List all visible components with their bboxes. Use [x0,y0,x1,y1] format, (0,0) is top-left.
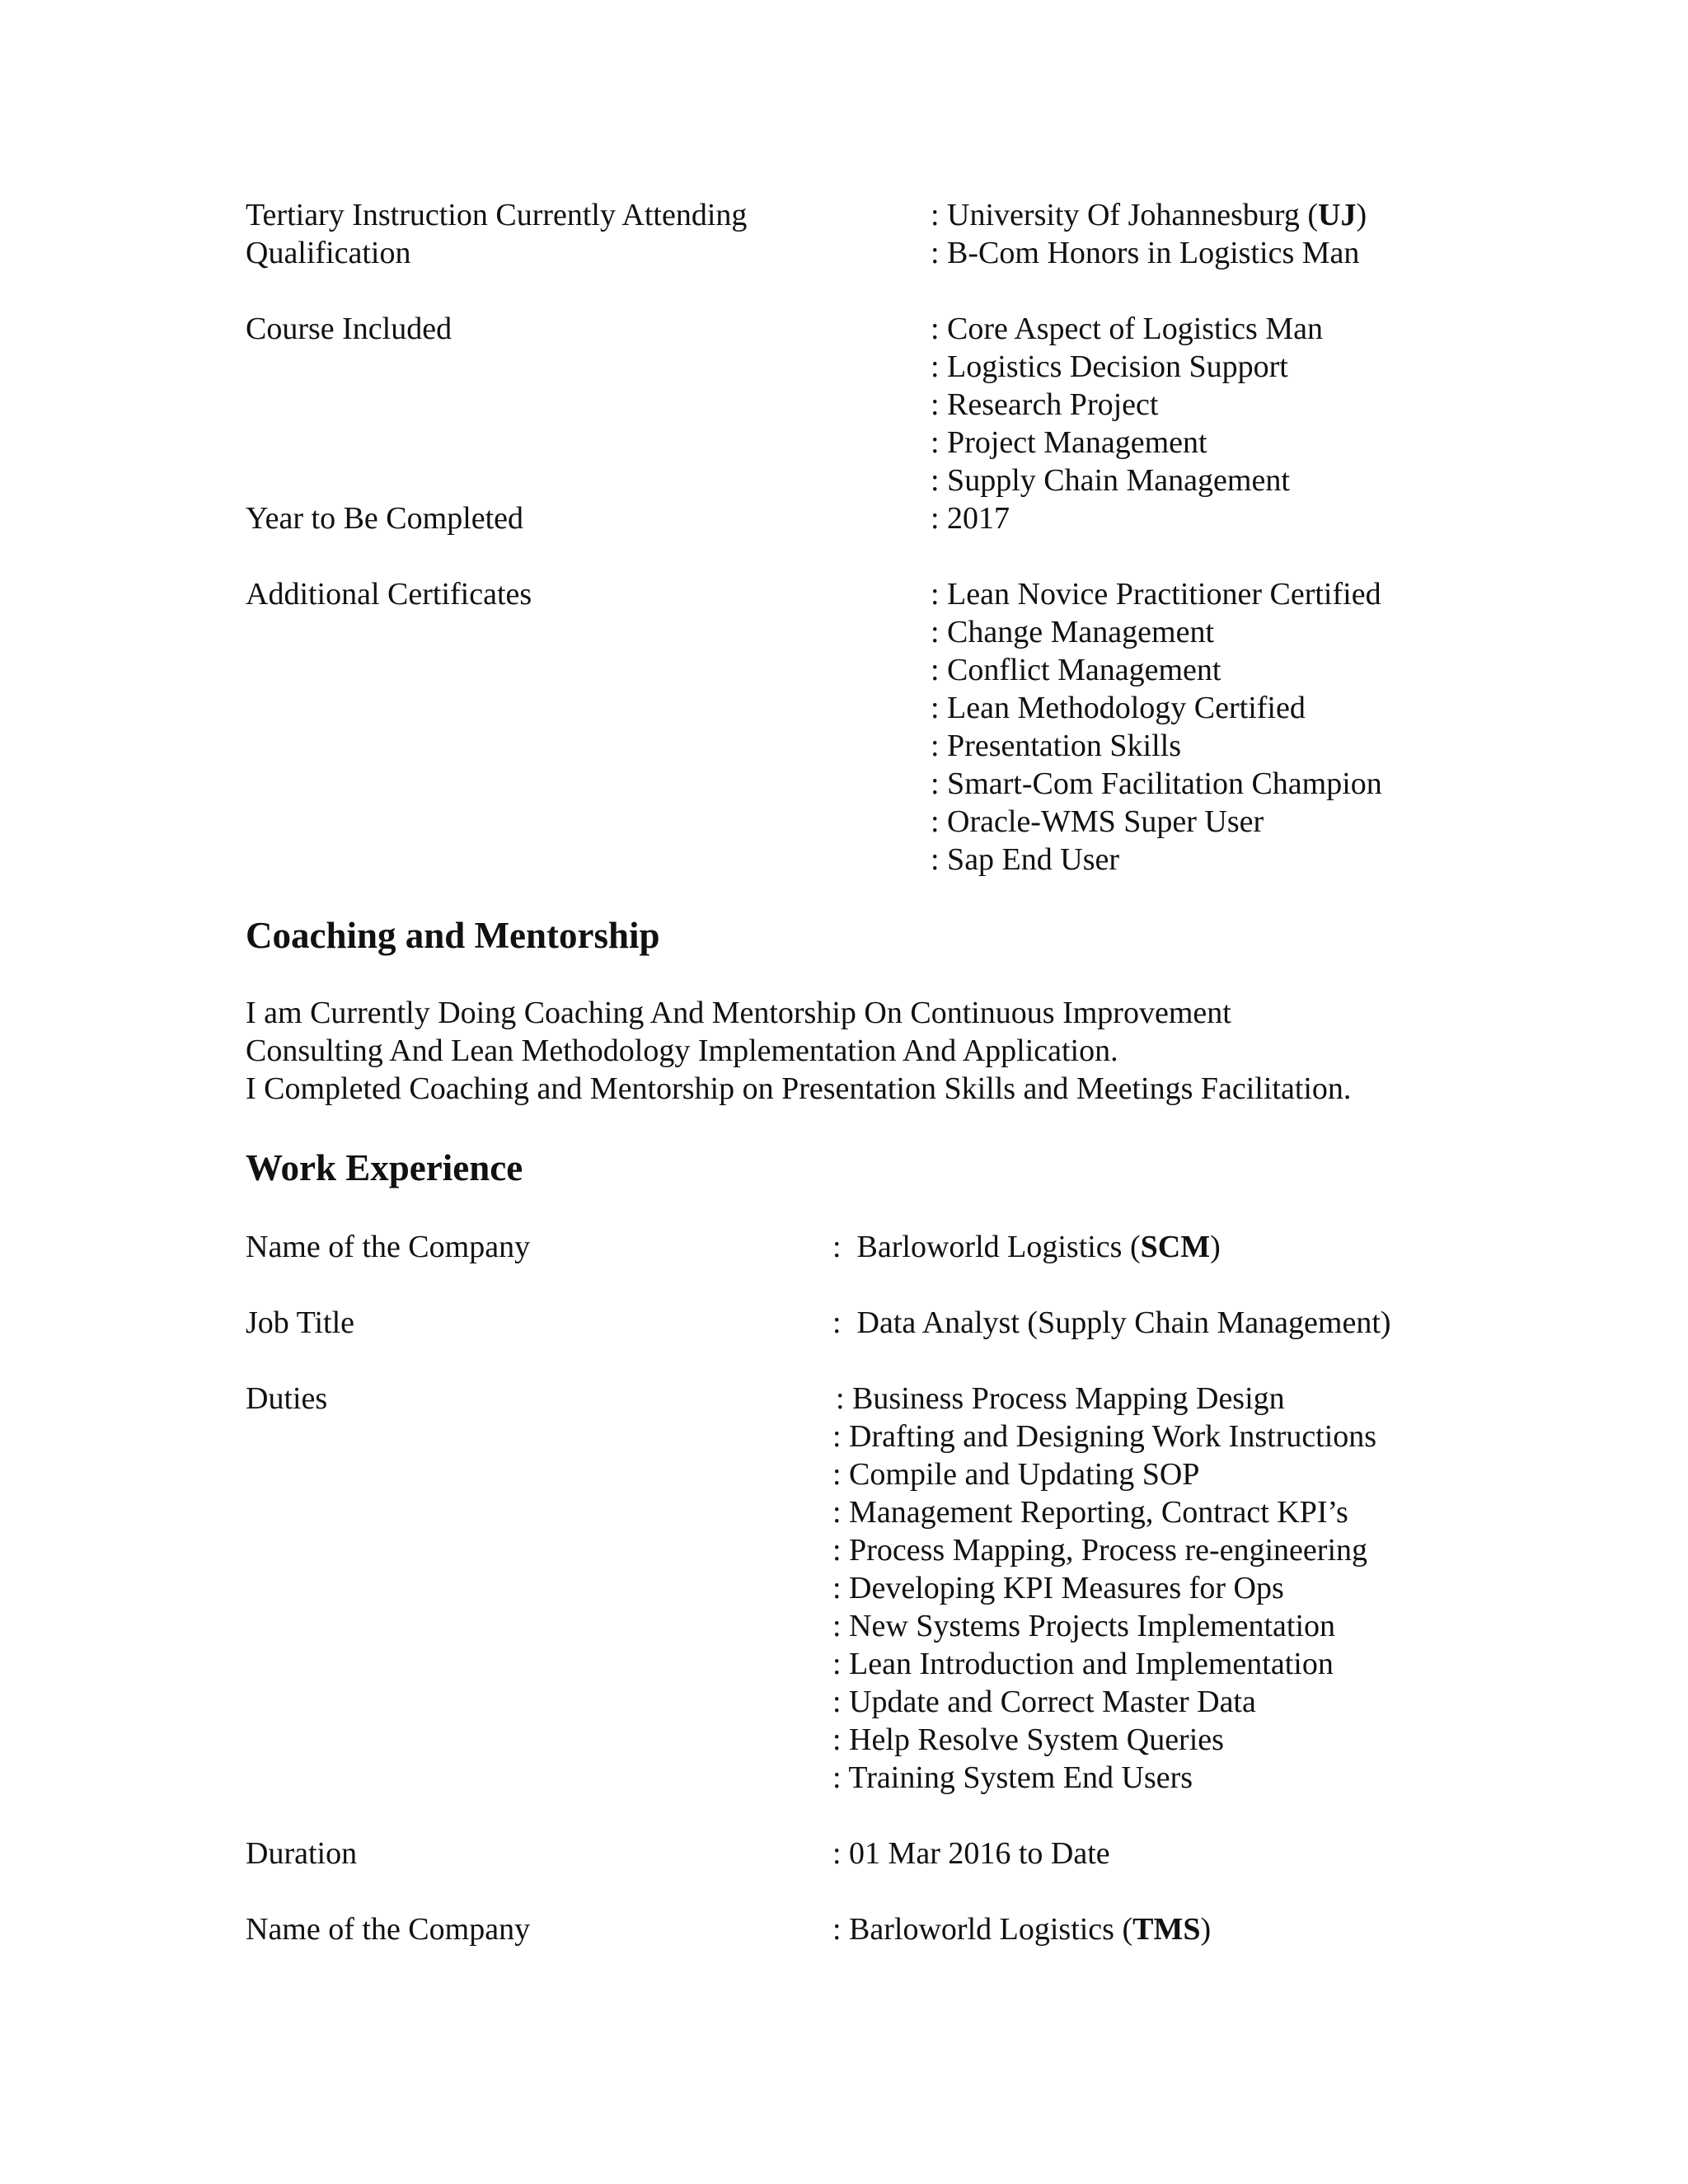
duty-item: : New Systems Projects Implementation [832,1609,1336,1643]
certificates-label: Additional Certificates [246,577,532,612]
coaching-line: I am Currently Doing Coaching And Mentorship On Continuous Improvement [246,996,1231,1030]
duty-item: : Management Reporting, Contract KPI’s [832,1495,1348,1530]
job-title-label: Job Title [246,1305,355,1340]
duty-item: : Update and Correct Master Data [832,1685,1256,1719]
duty-item: : Lean Introduction and Implementation [832,1647,1334,1681]
year-label: Year to Be Completed [246,501,524,536]
company-label: Name of the Company [246,1230,531,1264]
duties-label: Duties [246,1381,328,1416]
certificate-item: : Sap End User [931,842,1120,877]
certificate-item: : Smart-Com Facilitation Champion [931,766,1382,801]
company-value: : Barloworld Logistics (TMS) [832,1912,1212,1947]
qualification-label: Qualification [246,236,411,270]
duty-item: : Help Resolve System Queries [832,1722,1224,1757]
coaching-line: Consulting And Lean Methodology Implementation And Application. [246,1033,1118,1068]
work-heading: Work Experience [246,1147,523,1188]
certificate-item: : Presentation Skills [931,729,1181,763]
company-label: Name of the Company [246,1912,531,1947]
qualification-value: : B-Com Honors in Logistics Man [931,236,1360,270]
course-item: : Project Management [931,425,1207,460]
year-value: : 2017 [931,501,1010,536]
course-item: : Research Project [931,387,1159,422]
duration-value: : 01 Mar 2016 to Date [832,1836,1110,1871]
company-value: : Barloworld Logistics (SCM) [832,1230,1221,1264]
tertiary-value: : University Of Johannesburg (UJ) [931,198,1367,232]
certificate-item: : Change Management [931,615,1215,649]
certificate-item: : Lean Methodology Certified [931,691,1306,725]
course-item: : Core Aspect of Logistics Man [931,312,1323,346]
duty-item: : Business Process Mapping Design [836,1381,1285,1416]
coaching-line: I Completed Coaching and Mentorship on Presentation Skills and Meetings Facilitation. [246,1071,1352,1106]
course-label: Course Included [246,312,452,346]
tertiary-label: Tertiary Instruction Currently Attending [246,198,748,232]
duty-item: : Compile and Updating SOP [832,1457,1200,1492]
duty-item: : Process Mapping, Process re-engineering [832,1533,1368,1568]
duty-item: : Drafting and Designing Work Instructions [832,1419,1377,1454]
duty-item: : Training System End Users [832,1760,1193,1795]
course-item: : Supply Chain Management [931,463,1290,498]
certificate-item: : Conflict Management [931,653,1221,687]
certificate-item: : Oracle-WMS Super User [931,804,1264,839]
duty-item: : Developing KPI Measures for Ops [832,1571,1284,1605]
course-item: : Logistics Decision Support [931,349,1288,384]
duration-label: Duration [246,1836,358,1871]
certificate-item: : Lean Novice Practitioner Certified [931,577,1381,612]
coaching-heading: Coaching and Mentorship [246,915,660,956]
job-title-value: : Data Analyst (Supply Chain Management) [832,1305,1391,1340]
